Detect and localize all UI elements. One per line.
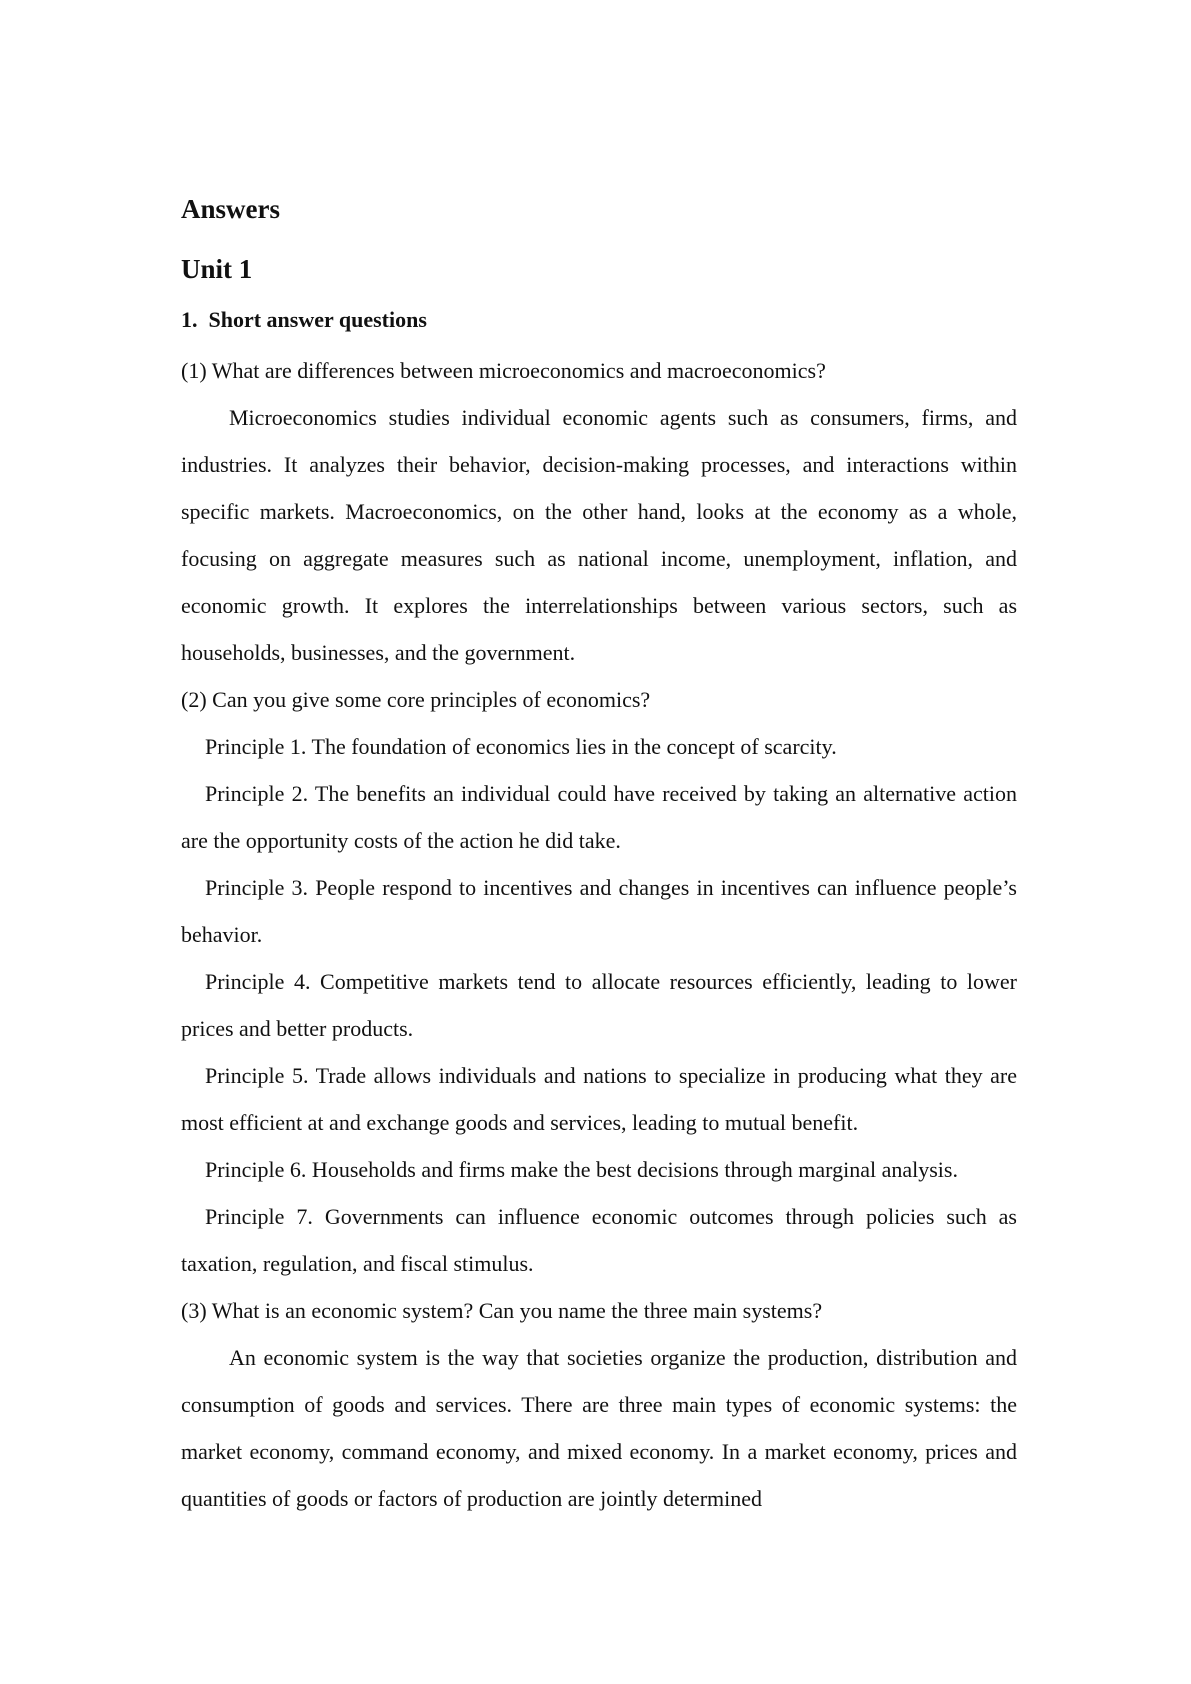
principle-5: Principle 5. Trade allows individuals and nations to specialize in producing what they are most efficient at and exchange goods and services, leading to mutual benefit. bbox=[181, 1063, 1017, 1135]
document-page bbox=[181, 190, 1017, 1522]
principle-1: Principle 1. The foundation of economics lies in the concept of scarcity. bbox=[205, 734, 837, 759]
answer-3: An economic system is the way that societies organize the production, distribution and consumption of goods and services. There are three main types of economic systems: the market economy, command economy, and mixed economy. In a market economy, prices and quantities of goods or factors of production are jointly determined bbox=[181, 1345, 1017, 1511]
principle-7: Principle 7. Governments can influence economic outcomes through policies such as taxation, regulation, and fiscal stimulus. bbox=[181, 1204, 1017, 1276]
principle-2: Principle 2. The benefits an individual could have received by taking an alternative action are the opportunity costs of the action he did take. bbox=[181, 781, 1017, 853]
section-heading: 1. Short answer questions bbox=[181, 307, 427, 332]
principle-3: Principle 3. People respond to incentives and changes in incentives can influence people’s behavior. bbox=[181, 875, 1017, 947]
unit-heading: Unit 1 bbox=[181, 254, 253, 284]
question-3: (3) What is an economic system? Can you name the three main systems? bbox=[181, 1298, 823, 1323]
question-1: (1) What are differences between microeconomics and macroeconomics? bbox=[181, 358, 826, 383]
document-title: Answers bbox=[181, 194, 280, 224]
principle-4: Principle 4. Competitive markets tend to allocate resources efficiently, leading to lower prices and better products. bbox=[181, 969, 1017, 1041]
answer-1: Microeconomics studies individual economic agents such as consumers, firms, and industries. It analyzes their behavior, decision-making processes, and interactions within specific markets. Macroeconomics, on the other hand, looks at the economy as a whole, focusing on aggregate measures such as national income, unemployment, inflation, and economic growth. It explores the interrelationships between various sectors, such as households, businesses, and the government. bbox=[181, 405, 1017, 665]
question-2: (2) Can you give some core principles of economics? bbox=[181, 687, 651, 712]
principle-6: Principle 6. Households and firms make the best decisions through marginal analysis. bbox=[205, 1157, 958, 1182]
